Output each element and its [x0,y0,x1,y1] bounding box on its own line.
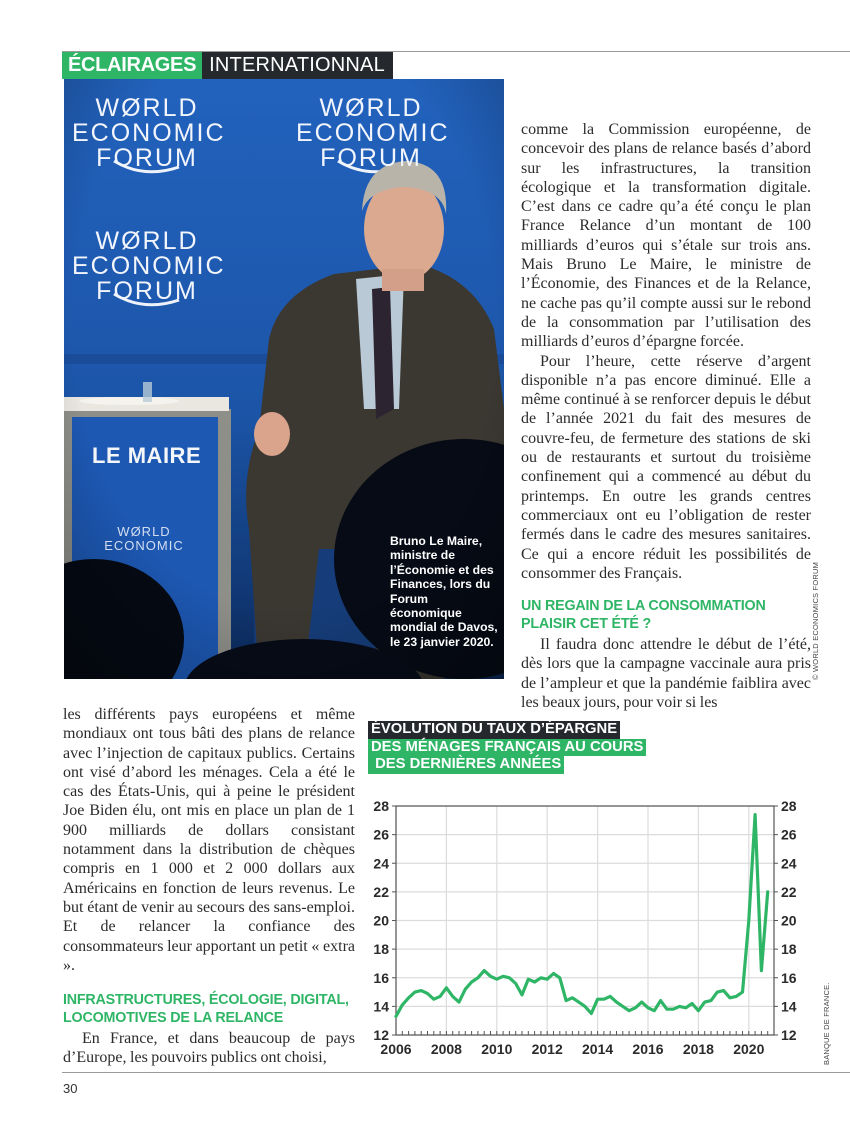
wef-logo-line: FORUM [96,277,198,305]
x-tick-label: 2020 [733,1041,765,1057]
paragraph: les différents pays européens et même mondiaux ont tous bâti des plans de relance avec l’injection de capitaux publics. Certains ont visé d’abord les ménages. Cela a été le cas des États-Unis, qui à peine le président Joe Biden élu, ont mis en place un plan de 1 900 milliards de dollars consistant notamment dans la distribution de chèques compris en 1 000 et 2 000 dollars aux Américains en fonction de leurs revenus. Le but étant de venir au secours des sans-emploi. Et de relancer la confiance des consommateurs leur apportant un petit « extra ». [63,706,355,974]
x-tick-label: 2006 [380,1041,412,1057]
subsection-label: INTERNATIONNAL [202,52,393,79]
y-tick-label-right: 16 [781,969,797,986]
y-tick-label-right: 12 [781,1027,797,1043]
x-tick-label: 2010 [481,1041,513,1057]
x-tick-label: 2014 [582,1041,614,1057]
wef-logo [296,94,450,172]
subheading: UN REGAIN DE LA CONSOMMATION PLAISIR CET ÉTÉ ? [521,598,766,633]
y-tick-label-left: 22 [373,883,389,900]
y-tick-label-right: 22 [781,883,797,900]
wef-logo-line: WØRLD [319,94,423,122]
paragraph: Pour l’heure, cette réserve d’argent disponible n’a pas encore diminué. Elle a même continué à se renforcer depuis le début de l’année 2021 du fait des mesures de couvre-feu, de fermeture des stations de ski ou de restaurants et surtout du troisième confinement qui a commencé au début du printemps. En outre les grands centres commerciaux ont eu l’obligation de rester fermés dans le cadre des mesures sanitaires. Ce qui a encore réduit les possibilités de consommer des Français. [521,352,811,582]
nameplate: LE MAIRE [92,443,202,468]
y-tick-label-right: 18 [781,941,797,958]
y-tick-label-left: 28 [373,798,389,814]
wef-logo-line: WØRLD [117,524,171,539]
wef-logo-line: ECONOMIC [104,538,184,553]
paragraph: En France, et dans beaucoup de pays d’Europe, les pouvoirs publics ont choisi, [63,1030,355,1067]
chart-source: BANQUE DE FRANCE. [822,982,831,1065]
y-tick-label-left: 26 [373,826,389,843]
wef-logo-line: ECONOMIC [72,252,226,280]
x-tick-label: 2016 [632,1041,664,1057]
savings-rate-chart [360,790,810,1065]
section-kicker [62,52,393,79]
series-line [396,815,768,1017]
wef-logo [72,227,226,305]
wef-logo-line: FORUM [320,144,422,172]
chart-title-line: DES DERNIÈRES ANNÉES [368,756,564,774]
article-column-left [63,705,355,1068]
footer-rule [62,1072,850,1073]
x-tick-label: 2018 [682,1041,714,1057]
chart-title-line: DES MÉNAGES FRANÇAIS AU COURS [368,739,646,757]
y-tick-label-right: 14 [781,998,797,1015]
y-tick-label-right: 28 [781,798,797,814]
y-tick-label-right: 20 [781,912,797,929]
wef-logo-line: FORUM [96,144,198,172]
photo-credit: © WORLD ECONOMICS FORUM [811,561,820,680]
wef-logo-lectern [104,525,184,553]
wef-logo-line: ECONOMIC [296,119,450,147]
wef-logo-line: WØRLD [95,227,199,255]
chart-title [368,721,646,774]
photo-bruno-le-maire [64,79,504,679]
paragraph: comme la Commission européenne, de concevoir des plans de relance basés d’abord sur les infrastructures, la transition écologique et la transformation digitale. C’est dans ce cadre qu’a été conçu le plan France Relance d’un montant de 100 milliards d’euros qui s’étale sur trois ans. Mais Bruno Le Maire, le ministre de l’Économie, des Finances et de la Relance, ne cache pas qu’il compte aussi sur le rebond de la consommation par l’utilisation des milliards d’euros d’épargne forcée. [521,121,811,351]
x-tick-label: 2012 [531,1041,563,1057]
article-column-right [521,120,811,712]
wef-logo-line: ECONOMIC [72,119,226,147]
y-tick-label-right: 26 [781,826,797,843]
paragraph: Il faudra donc attendre le début de l’été, dès lors que la campagne vaccinale aura pris de l’ampleur et que la pandémie faiblira avec les beaux jours, pour voir si les [521,636,811,712]
section-label: ÉCLAIRAGES [62,52,202,79]
chart-title-line: ÉVOLUTION DU TAUX D’ÉPARGNE [368,721,620,739]
photo-caption: Bruno Le Maire, ministre de l’Économie et des Finances, lors du Forum économique mondial de Davos, le 23 janvier 2020. [390,534,498,649]
page-number: 30 [63,1081,78,1096]
y-tick-label-right: 24 [781,855,797,872]
wef-logo [72,94,226,172]
y-tick-label-left: 14 [373,998,389,1015]
x-tick-label: 2008 [430,1041,462,1057]
y-tick-label-left: 16 [373,969,389,986]
y-tick-label-left: 24 [373,855,389,872]
wef-logo-line: WØRLD [95,94,199,122]
y-tick-label-left: 12 [373,1027,389,1043]
subheading: INFRASTRUCTURES, ÉCOLOGIE, DIGITAL, LOCOMOTIVES DE LA RELANCE [63,992,349,1027]
y-tick-label-left: 18 [373,941,389,958]
y-tick-label-left: 20 [373,912,389,929]
